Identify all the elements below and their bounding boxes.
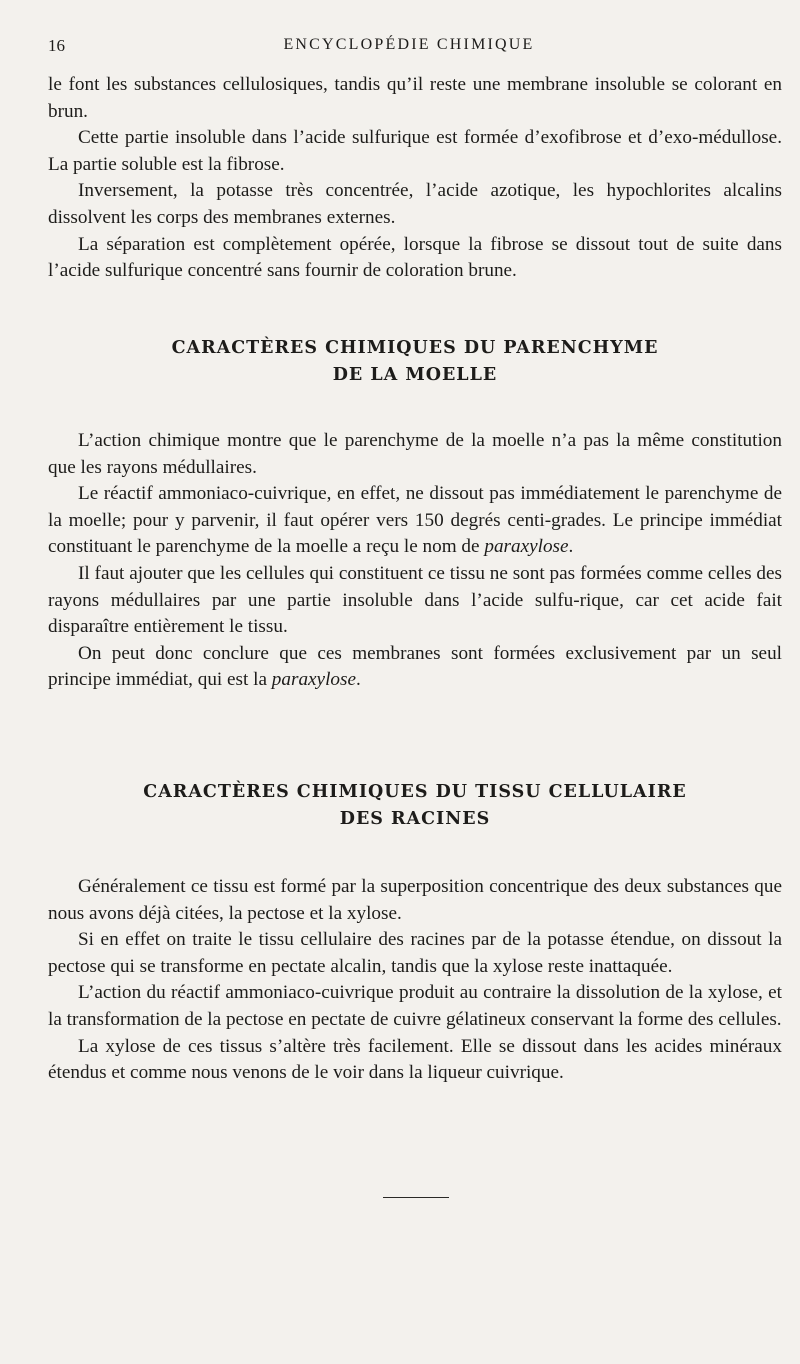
section-racines-body [48, 874, 782, 1087]
section-heading-line: CARACTÈRES CHIMIQUES DU TISSU CELLULAIRE [143, 782, 687, 802]
paragraph: La xylose de ces tissus s’altère très facilement. Elle se dissout dans les acides minéraux étendus et comme nous venons de le voir dans la liqueur cuivrique. [48, 1035, 782, 1084]
term-paraxylose: paraxylose [484, 536, 569, 558]
section-racines-heading [48, 779, 782, 833]
intro-text [48, 72, 782, 285]
paragraph: Si en effet on traite le tissu cellulaire des racines par de la potasse étendue, on dissout la pectose qui se transforme en pectate alcalin, tandis que la xylose reste inattaquée. [48, 929, 782, 977]
section-heading-line: DE LA MOELLE [332, 365, 498, 385]
paragraph: L’action du réactif ammoniaco-cuivrique produit au contraire la dissolution de la xylose, et la transformation de la pectose en pectate de cuivre gélatineux conservant la forme des cellules. [48, 982, 782, 1030]
running-header [48, 36, 770, 58]
end-rule [383, 1197, 449, 1198]
paragraph: le font les substances cellulosiques, tandis qu’il reste une membrane insoluble se colorant en brun. [48, 74, 782, 122]
paragraph: L’action chimique montre que le parenchyme de la moelle n’a pas la même constitution que les rayons médullaires. [48, 430, 782, 478]
section-heading-line: DES RACINES [339, 809, 491, 829]
paragraph: Généralement ce tissu est formé par la superposition concentrique des deux substances que nous avons déjà citées, la pectose et la xylose. [48, 876, 782, 924]
term-paraxylose: paraxylose [271, 669, 356, 691]
paragraph-text: Le réactif ammoniaco-cuivrique, en effet, ne dissout pas immédiatement le parenchyme de la moelle; pour y parvenir, il faut opérer vers 150 degrés centi-grades. Le principe immédiat constituant le parenchyme de la moelle a reçu le nom de [48, 483, 782, 558]
section-parenchyme-body [48, 428, 782, 694]
paragraph: La séparation est complètement opérée, lorsque la fibrose se dissout tout de suite dans l’acide sulfurique concentré sans fournir de coloration brune. [48, 233, 782, 282]
page-number: 16 [48, 36, 65, 55]
section-heading-line: CARACTÈRES CHIMIQUES DU PARENCHYME [171, 338, 659, 358]
paragraph: Inversement, la potasse très concentrée, l’acide azotique, les hypochlorites alcalins dissolvent les corps des membranes externes. [48, 180, 782, 228]
section-parenchyme-heading [48, 335, 782, 389]
paragraph [48, 641, 782, 694]
paragraph [48, 481, 782, 561]
paragraph: Il faut ajouter que les cellules qui constituent ce tissu ne sont pas formées comme celles des rayons médullaires par une partie insoluble dans l’acide sulfu-rique, car cet acide fait disparaître entièrement le tissu. [48, 562, 782, 638]
punctuation: . [568, 536, 574, 558]
paragraph-text: On peut donc conclure que ces membranes sont formées exclusivement par un seul principe immédiat, qui est la [48, 642, 782, 691]
running-title: ENCYCLOPÉDIE CHIMIQUE [283, 36, 535, 53]
punctuation: . [356, 669, 361, 691]
paragraph: Cette partie insoluble dans l’acide sulfurique est formée d’exofibrose et d’exo-médullose. La partie soluble est la fibrose. [48, 127, 782, 175]
